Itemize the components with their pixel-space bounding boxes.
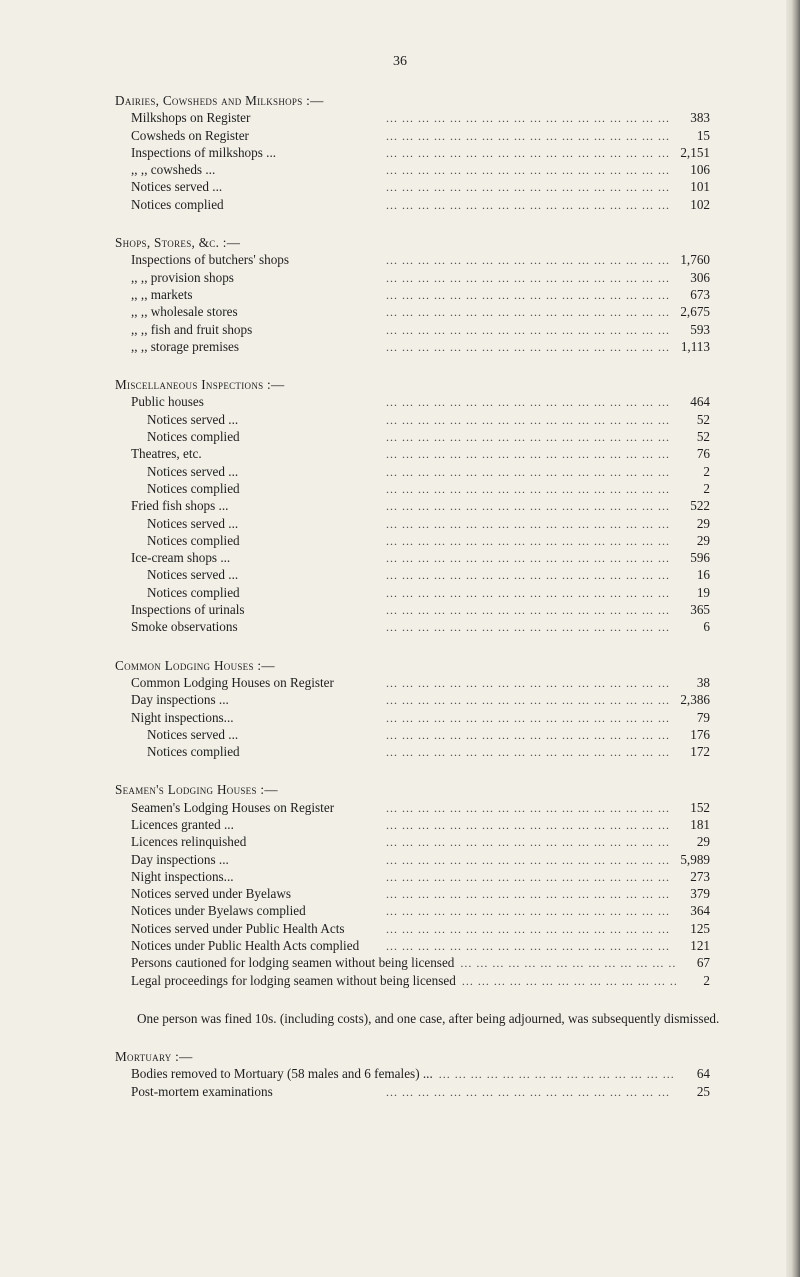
- row-label: Notices under Public Health Acts complied: [131, 938, 360, 954]
- row-value: 152: [690, 799, 710, 815]
- page-edge-shadow: [786, 0, 800, 1277]
- row-label: Notices complied: [147, 429, 240, 445]
- dot-leader: [238, 727, 676, 744]
- dot-leader: [204, 394, 676, 411]
- table-row: [115, 566, 710, 583]
- dot-leader: [334, 675, 676, 692]
- dot-leader: [202, 446, 676, 463]
- table-row: [115, 251, 710, 268]
- table-row: [115, 532, 710, 549]
- row-label: Notices complied: [147, 744, 240, 760]
- row-label: Public houses: [131, 394, 204, 410]
- table-row: [115, 674, 710, 691]
- table-row: [115, 515, 710, 532]
- row-value: 2,151: [680, 144, 710, 160]
- row-value: 52: [696, 429, 710, 445]
- mortuary-section: [115, 1048, 710, 1100]
- dot-leader: [229, 852, 676, 869]
- dot-leader: [306, 903, 676, 920]
- dot-leader: [291, 886, 676, 903]
- row-value: 79: [696, 709, 710, 725]
- dot-leader: [240, 585, 676, 602]
- row-value: 106: [690, 162, 710, 178]
- table-row: [115, 497, 710, 514]
- dot-leader: [245, 602, 676, 619]
- section-common-lodging-houses: [115, 657, 710, 761]
- row-label: Licences granted ...: [131, 816, 234, 832]
- row-label: Notices served under Public Health Acts: [131, 920, 345, 936]
- row-label: Bodies removed to Mortuary (58 males and 6 females) ...: [131, 1066, 433, 1082]
- dot-leader: [454, 955, 676, 972]
- dot-leader: [238, 516, 676, 533]
- section-heading: Mortuary :—: [115, 1048, 193, 1064]
- row-label: Notices served ...: [147, 463, 239, 479]
- dot-leader: [229, 692, 676, 709]
- dot-leader: [273, 1084, 676, 1101]
- table-row: [115, 799, 710, 816]
- table-row: [115, 726, 710, 743]
- row-value: 38: [696, 674, 710, 690]
- row-label: Night inspections...: [131, 709, 234, 725]
- row-value: 102: [690, 196, 710, 212]
- dot-leader: [222, 179, 676, 196]
- row-label: Notices complied: [131, 196, 224, 212]
- row-value: 64: [696, 1066, 710, 1082]
- row-label: ,, ,, storage premises: [131, 338, 240, 354]
- row-label: Notices served ...: [131, 179, 223, 195]
- table-row: [115, 584, 710, 601]
- row-value: 273: [690, 868, 710, 884]
- dot-leader: [250, 110, 676, 127]
- table-row: [115, 851, 710, 868]
- table-row: [115, 816, 710, 833]
- row-value: 5,989: [680, 851, 710, 867]
- row-value: 172: [690, 744, 710, 760]
- table-row: [115, 937, 710, 954]
- dot-leader: [238, 567, 676, 584]
- section-heading: Shops, Stores, &c. :—: [115, 235, 241, 251]
- table-row: [115, 868, 710, 885]
- dot-leader: [456, 973, 676, 990]
- fine-note-paragraph: One person was fined 10s. (including costs), and one case, after being adjourned, was subsequently dismissed.: [137, 1010, 720, 1026]
- section-shops-stores-c: [115, 234, 710, 355]
- table-row: [115, 833, 710, 850]
- row-value: 29: [696, 515, 710, 531]
- row-label: Notices served ...: [147, 726, 239, 742]
- dot-leader: [246, 834, 676, 851]
- row-label: ,, ,, cowsheds ...: [131, 162, 216, 178]
- row-value: 121: [690, 938, 710, 954]
- table-row: [115, 338, 710, 355]
- section-seamen-s-lodging-houses: [115, 781, 710, 989]
- row-label: Fried fish shops ...: [131, 498, 229, 514]
- row-value: 593: [690, 321, 710, 337]
- dot-leader: [289, 252, 676, 269]
- table-row: [115, 161, 710, 178]
- row-value: 19: [696, 584, 710, 600]
- row-value: 2: [703, 972, 710, 988]
- row-value: 379: [690, 886, 710, 902]
- dot-leader: [215, 162, 676, 179]
- row-label: Milkshops on Register: [131, 110, 251, 126]
- row-value: 2: [703, 463, 710, 479]
- table-row: [115, 601, 710, 618]
- row-value: 596: [690, 550, 710, 566]
- dot-leader: [230, 550, 676, 567]
- table-row: [115, 445, 710, 462]
- table-row: [115, 920, 710, 937]
- row-value: 306: [690, 269, 710, 285]
- table-row: [115, 1065, 710, 1082]
- table-row: [115, 269, 710, 286]
- row-value: 673: [690, 286, 710, 302]
- table-row: [115, 972, 710, 989]
- row-label: Day inspections ...: [131, 851, 229, 867]
- dot-leader: [276, 145, 676, 162]
- row-label: Notices complied: [147, 584, 240, 600]
- dot-leader: [224, 197, 676, 214]
- row-label: Ice-cream shops ...: [131, 550, 231, 566]
- section-mortuary: [115, 1048, 710, 1100]
- dot-leader: [238, 304, 676, 321]
- section-heading: Seamen's Lodging Houses :—: [115, 782, 278, 798]
- row-label: Notices served under Byelaws: [131, 886, 292, 902]
- table-row: [115, 127, 710, 144]
- row-label: Post-mortem examinations: [131, 1083, 273, 1099]
- dot-leader: [238, 464, 676, 481]
- row-value: 1,760: [680, 252, 710, 268]
- dot-leader: [359, 938, 676, 955]
- row-label: Legal proceedings for lodging seamen without being licensed: [131, 972, 456, 988]
- row-value: 2: [703, 480, 710, 496]
- dot-leader: [240, 429, 676, 446]
- row-label: Licences relinquished: [131, 834, 247, 850]
- row-label: ,, ,, markets: [131, 286, 193, 302]
- row-label: Notices complied: [147, 532, 240, 548]
- row-label: Notices served ...: [147, 515, 239, 531]
- row-value: 464: [690, 394, 710, 410]
- row-value: 101: [690, 179, 710, 195]
- row-value: 15: [696, 127, 710, 143]
- table-row: [115, 902, 710, 919]
- table-row: [115, 691, 710, 708]
- row-label: Notices under Byelaws complied: [131, 903, 306, 919]
- table-row: [115, 1083, 710, 1100]
- dot-leader: [433, 1066, 676, 1083]
- row-value: 2,386: [680, 692, 710, 708]
- table-row: [115, 303, 710, 320]
- row-value: 2,675: [680, 304, 710, 320]
- row-value: 181: [690, 816, 710, 832]
- dot-leader: [238, 619, 676, 636]
- row-value: 364: [690, 903, 710, 919]
- table-row: [115, 196, 710, 213]
- table-row: [115, 411, 710, 428]
- row-value: 29: [696, 834, 710, 850]
- section-miscellaneous-inspections: [115, 376, 710, 635]
- section-heading: Miscellaneous Inspections :—: [115, 377, 285, 393]
- row-label: Smoke observations: [131, 619, 238, 635]
- dot-leader: [238, 412, 676, 429]
- row-value: 52: [696, 411, 710, 427]
- row-label: Theatres, etc.: [131, 446, 202, 462]
- row-value: 383: [690, 110, 710, 126]
- dot-leader: [334, 800, 676, 817]
- dot-leader: [252, 322, 676, 339]
- table-row: [115, 954, 710, 971]
- row-label: Night inspections...: [131, 868, 234, 884]
- table-row: [115, 743, 710, 760]
- table-row: [115, 463, 710, 480]
- dot-leader: [345, 921, 676, 938]
- row-label: Notices served ...: [147, 411, 239, 427]
- table-row: [115, 428, 710, 445]
- row-label: Inspections of butchers' shops: [131, 252, 290, 268]
- row-label: Notices served ...: [147, 567, 239, 583]
- table-row: [115, 549, 710, 566]
- row-label: ,, ,, provision shops: [131, 269, 234, 285]
- page-number: 36: [393, 54, 407, 69]
- dot-leader: [249, 128, 676, 145]
- row-label: Seamen's Lodging Houses on Register: [131, 799, 335, 815]
- dot-leader: [240, 533, 676, 550]
- dot-leader: [234, 817, 676, 834]
- table-row: [115, 709, 710, 726]
- row-value: 522: [690, 498, 710, 514]
- table-row: [115, 286, 710, 303]
- row-label: Inspections of milkshops ...: [131, 144, 277, 160]
- row-value: 365: [690, 602, 710, 618]
- row-value: 25: [696, 1083, 710, 1099]
- dot-leader: [240, 744, 676, 761]
- table-row: [115, 480, 710, 497]
- row-value: 16: [696, 567, 710, 583]
- dot-leader: [228, 498, 676, 515]
- dot-leader: [234, 710, 676, 727]
- row-value: 176: [690, 726, 710, 742]
- table-row: [115, 178, 710, 195]
- table-row: [115, 618, 710, 635]
- section-heading: Common Lodging Houses :—: [115, 657, 275, 673]
- row-label: Persons cautioned for lodging seamen without being licensed: [131, 955, 455, 971]
- row-value: 125: [690, 920, 710, 936]
- table-row: [115, 109, 710, 126]
- table-row: [115, 885, 710, 902]
- section-dairies-cowsheds-and-milkshops: [115, 92, 710, 213]
- row-value: 1,113: [680, 338, 710, 354]
- row-label: Cowsheds on Register: [131, 127, 249, 143]
- table-row: [115, 144, 710, 161]
- row-label: Inspections of urinals: [131, 602, 245, 618]
- table-row: [115, 393, 710, 410]
- row-value: 76: [696, 446, 710, 462]
- row-label: Common Lodging Houses on Register: [131, 674, 334, 690]
- row-value: 6: [703, 619, 710, 635]
- row-value: 67: [696, 955, 710, 971]
- section-heading: Dairies, Cowsheds and Milkshops :—: [115, 93, 324, 108]
- dot-leader: [239, 339, 676, 356]
- row-label: Day inspections ...: [131, 692, 229, 708]
- dot-leader: [234, 869, 676, 886]
- dot-leader: [193, 287, 676, 304]
- dot-leader: [240, 481, 676, 498]
- row-label: ,, ,, wholesale stores: [131, 304, 238, 320]
- table-row: [115, 321, 710, 338]
- row-label: ,, ,, fish and fruit shops: [131, 321, 253, 337]
- sections-container: [115, 92, 710, 989]
- row-value: 29: [696, 532, 710, 548]
- row-label: Notices complied: [147, 480, 240, 496]
- dot-leader: [234, 270, 676, 287]
- report-body: [115, 92, 720, 1121]
